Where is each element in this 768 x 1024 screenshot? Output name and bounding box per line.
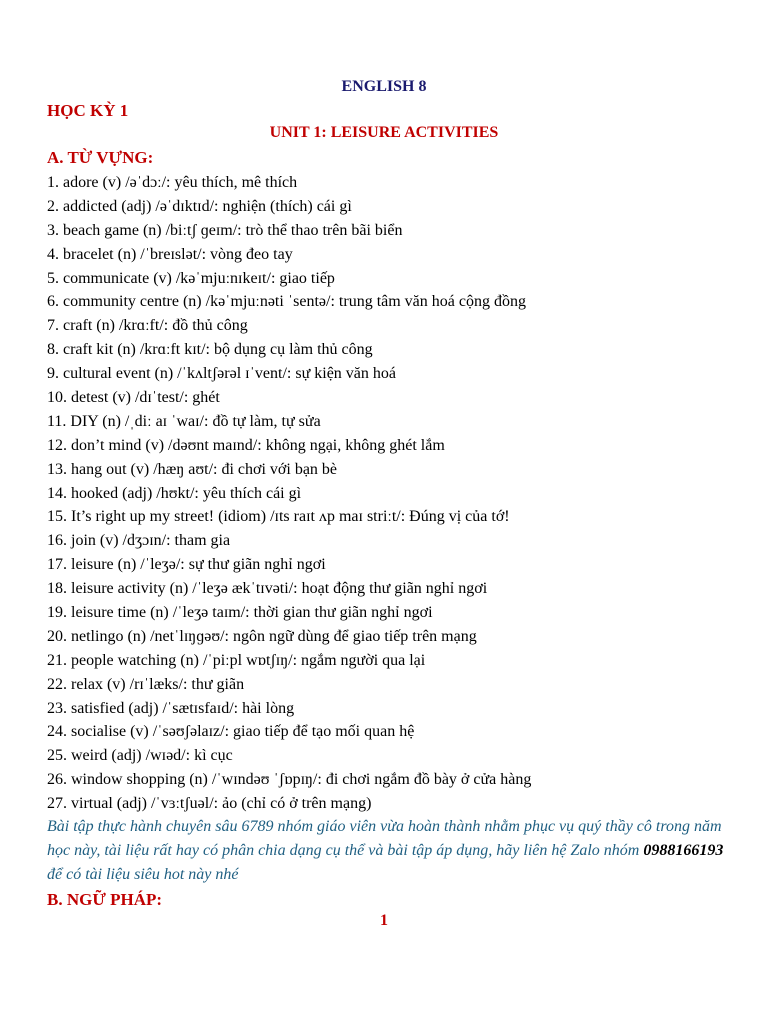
vocab-item: 7. craft (n) /krɑːft/: đồ thủ công xyxy=(47,317,248,335)
vocab-item: 3. beach game (n) /biːtʃ ɡeɪm/: trò thể thao trên bãi biển xyxy=(47,221,403,239)
promo-notice xyxy=(47,815,727,887)
vocab-item: 23. satisfied (adj) /ˈsætɪsfaɪd/: hài lòng xyxy=(47,699,295,717)
vocab-item: 13. hang out (v) /hæŋ aʊt/: đi chơi với bạn bè xyxy=(47,460,338,478)
vocab-item: 11. DIY (n) /ˌdiː aɪ ˈwaɪ/: đồ tự làm, tự sửa xyxy=(47,412,321,430)
vocab-item: 9. cultural event (n) /ˈkʌltʃərəl ɪˈvent/: sự kiện văn hoá xyxy=(47,365,396,383)
vocab-item: 15. It’s right up my street! (idiom) /ɪts raɪt ʌp maɪ striːt/: Đúng vị của tớ! xyxy=(47,508,510,526)
semester-heading: HỌC KỲ 1 xyxy=(47,101,129,120)
vocab-item: 19. leisure time (n) /ˈleʒə taɪm/: thời gian thư giãn nghỉ ngơi xyxy=(47,604,433,622)
page-number: 1 xyxy=(380,912,388,929)
vocab-item: 21. people watching (n) /ˈpiːpl wɒtʃɪŋ/: ngắm người qua lại xyxy=(47,651,426,669)
vocab-item: 10. detest (v) /dɪˈtest/: ghét xyxy=(47,389,220,407)
document-title: ENGLISH 8 xyxy=(341,78,427,95)
vocabulary-list xyxy=(47,171,531,816)
unit-title: UNIT 1: LEISURE ACTIVITIES xyxy=(269,124,499,141)
vocab-item: 24. socialise (v) /ˈsəʊʃəlaɪz/: giao tiếp để tạo mối quan hệ xyxy=(47,723,415,741)
vocab-item: 5. communicate (v) /kəˈmjuːnɪkeɪt/: giao tiếp xyxy=(47,269,335,287)
vocab-item: 27. virtual (adj) /ˈvɜːtʃuəl/: ảo (chỉ có ở trên mạng) xyxy=(47,795,372,813)
vocab-item: 17. leisure (n) /ˈleʒə/: sự thư giãn nghỉ ngơi xyxy=(47,556,326,574)
notice-text-before: Bài tập thực hành chuyên sâu 6789 nhóm giáo viên vừa hoàn thành nhằm phục vụ quý thầy cô trong năm học này, tài liệu rất hay có phân chia dạng cụ thể và bài tập áp dụng, hãy liên hệ Zalo nhóm xyxy=(47,818,722,859)
vocab-item: 25. weird (adj) /wɪəd/: kì cục xyxy=(47,747,233,765)
vocab-item: 6. community centre (n) /kəˈmjuːnəti ˈsentə/: trung tâm văn hoá cộng đồng xyxy=(47,293,526,311)
vocab-item: 1. adore (v) /əˈdɔː/: yêu thích, mê thích xyxy=(47,174,298,191)
vocab-item: 12. don’t mind (v) /dəʊnt maɪnd/: không ngại, không ghét lắm xyxy=(47,436,445,454)
vocab-item: 22. relax (v) /rɪˈlæks/: thư giãn xyxy=(47,675,245,693)
vocab-item: 20. netlingo (n) /netˈlɪŋɡəʊ/: ngôn ngữ dùng để giao tiếp trên mạng xyxy=(47,627,477,645)
vocab-item: 18. leisure activity (n) /ˈleʒə ækˈtɪvəti/: hoạt động thư giãn nghỉ ngơi xyxy=(47,580,488,598)
vocab-item: 16. join (v) /dʒɔɪn/: tham gia xyxy=(47,532,231,550)
vocab-item: 8. craft kit (n) /krɑːft kɪt/: bộ dụng cụ làm thủ công xyxy=(47,341,373,359)
section-grammar-heading: B. NGỮ PHÁP: xyxy=(47,890,163,909)
section-vocabulary-heading: A. TỪ VỰNG: xyxy=(47,148,154,167)
vocab-item: 26. window shopping (n) /ˈwɪndəʊ ˈʃɒpɪŋ/: đi chơi ngắm đồ bày ở cửa hàng xyxy=(47,771,532,789)
notice-text-after: để có tài liệu siêu hot này nhé xyxy=(47,866,239,883)
zalo-phone-number: 0988166193 xyxy=(643,842,724,859)
vocab-item: 4. bracelet (n) /ˈbreɪslət/: vòng đeo tay xyxy=(47,245,293,263)
vocab-item: 2. addicted (adj) /əˈdɪktɪd/: nghiện (thích) cái gì xyxy=(47,197,352,215)
vocab-item: 14. hooked (adj) /hʊkt/: yêu thích cái gì xyxy=(47,484,302,502)
